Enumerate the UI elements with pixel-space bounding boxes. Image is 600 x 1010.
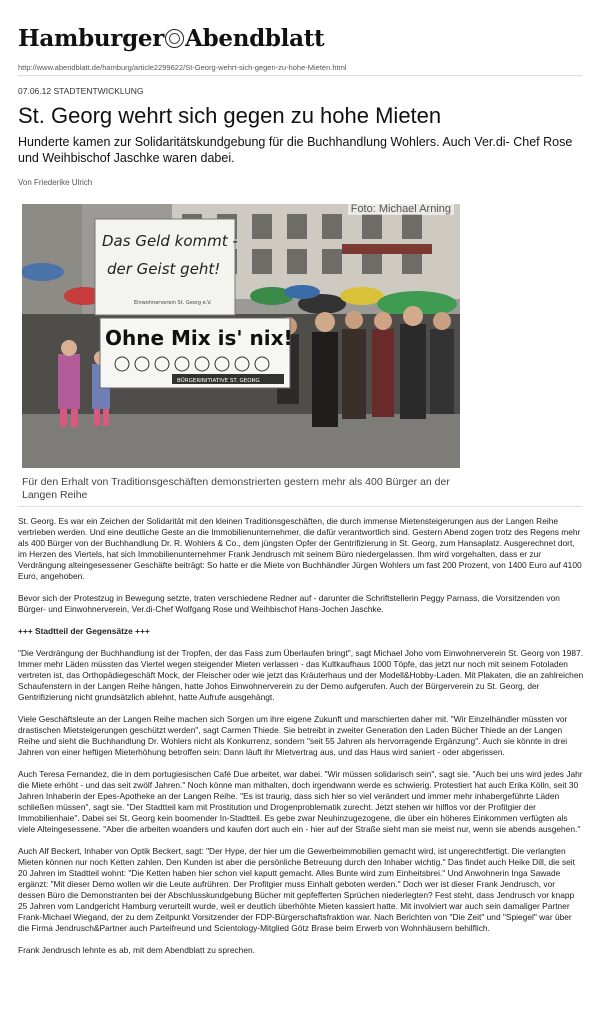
banner2-text: Ohne Mix is' nix! xyxy=(105,326,293,350)
author-byline: Von Friederike Ulrich xyxy=(18,178,93,187)
page-title: St. Georg wehrt sich gegen zu hohe Mieten xyxy=(18,103,442,128)
dateline: 07.06.12 STADTENTWICKLUNG xyxy=(18,86,144,96)
hamburg-seal-icon xyxy=(165,29,184,48)
caption-divider xyxy=(18,506,582,507)
body-paragraph: Auch Alf Beckert, Inhaber von Optik Beckert, sagt: "Der Hype, der hier um die Gewerbeimmobilien gemacht wird, ist ungerechtfertigt. Die verlangten Mieten können nur noch Ketten zahlen. Den Kunden ist aber die persönliche Betreuung durch den Inhaber wichtig." Das findet auch Heike Dill, die seit 20 Jahren im Stadtteil wohnt: "Die Ketten haben hier schon viel kaputt gemacht. Alles Bunte wird zum Einheitsbrei." Und Anwohnerin Inga Sawade ergänzt: "Mit dieser Demo wollen wir die Leute aufrühren. Der Profitgier muss Einhalt geboten werden." Doch wer ist dieser Frank Jendrusch, vor dessen Büro die Demonstranten bei der Abschlusskundgebung Bücher mit gepfefferten Sprüchen niederlegten? Fest steht, dass Jendrusch vor knapp 25 Jahren vom Landgericht Hamburg verurteilt wurde, weil er deutlich überhöhte Mieten kassiert hatte. Mit involviert war auch sein damaliger Partner Frank-Michael Wiegand, der zu dem Zeitpunkt Vorsitzender der FDP-Bürgerschaftsfraktion war. Nach Berichten von "Die Zeit" und "Spiegel" war über die Firma Jendrusch&Partner auch Parteifreund und Scientology-Mitglied Götz Brase beim Erwerb von Wohnhäusern behilflich. xyxy=(18,846,575,933)
banner1-small: Einwohnerverein St. Georg e.V. xyxy=(134,300,212,306)
subheading: +++ Stadtteil der Gegensätze +++ xyxy=(18,626,150,636)
demonstration-photo-illustration xyxy=(22,204,460,468)
body-paragraph: Frank Jendrusch lehnte es ab, mit dem Abendblatt zu sprechen. xyxy=(18,945,255,955)
body-paragraph: Viele Geschäftsleute an der Langen Reihe machen sich Sorgen um ihre eigene Zukunft und marschierten daher mit. "Wir Einzelhändler müssten vor drastischen Mietsteigerungen geschützt werden", sagt Carmen Thiede. Sie betreibt in zweiter Generation den Laden Bücher Thiede an der Langen Reihe und sieht die Buchhandlung Dr. Wohlers nicht als Konkurrenz, sondern "seit 55 Jahren als hervorragende Ergänzung". Auch sie könnte in drei Jahren von einer heftigen Mieterhöhung betroffen sein: Dann läuft ihr Mietvertrag aus, und das Haus wird saniert - oder abgerissen. xyxy=(18,714,568,757)
banner1-line1: Das Geld kommt - xyxy=(102,232,238,250)
banner2-small: BÜRGERINITIATIVE ST. GEORG xyxy=(177,378,260,384)
body-paragraph: Bevor sich der Protestzug in Bewegung setzte, traten verschiedene Redner auf - darunter die Schriftstellerin Peggy Parnass, die Vorsitzenden von Bürger- und Einwohnerverein, Ver.di-Chef Wolfgang Rose und Weihbischof Hans-Jochen Jaschke. xyxy=(18,593,560,614)
masthead-name-left: Hamburger xyxy=(18,25,165,52)
teaser: Hunderte kamen zur Solidaritätskundgebung für die Buchhandlung Wohlers. Auch Ver.di- Chef Rose und Weihbischof Jaschke waren dabei. xyxy=(18,135,573,165)
top-divider xyxy=(18,75,582,76)
masthead-logo[interactable] xyxy=(18,25,325,59)
masthead-name-right: Abendblatt xyxy=(185,25,325,52)
body-paragraph: St. Georg. Es war ein Zeichen der Solidarität mit den kleinen Traditionsgeschäften, die durch immense Mietensteigerungen aus der Langen Reihe vertrieben werden. Und eine deutliche Geste an die Immobilienunternehmer, die dafür verantwortlich sind. Gestern Abend zogen trotz des Regens mehr als 400 Bürger von der Buchhandlung Dr. R. Wohlers & Co., dem jüngsten Opfer der Gentrifizierung in St. Georg, zum Hansaplatz. Ausgerechnet dort, im Herzen des Viertels, hat sich Immobilienunternehmer Frank Jendrusch mit seinem Büro niedergelassen. Ihm wird vorgehalten, dass er zur Verdrängung alteingesessener Geschäfte beiträgt: So hatte er die Miete von Buchhändler Jürgen Wohlers um fast 200 Prozent, von 1400 Euro auf 4100 Euro, angehoben. xyxy=(18,516,582,581)
article-body xyxy=(18,516,584,967)
banner1-line2: der Geist geht! xyxy=(107,260,221,278)
body-paragraph: Auch Teresa Fernandez, die in dem portugiesischen Café Due arbeitet, war dabei. "Wir müssen solidarisch sein", sagt sie. "Auch bei uns wird jedes Jahr die Miete erhöht - und das seit zwölf Jahren." Noch könne man mithalten, doch irgendwann werde es schwierig. Protestiert hat auch Erika Kölln, seit 30 Jahren Inhaberin der Epes-Apotheke an der Langen Reihe. "Es ist traurig, dass sich hier so viel verändert und immer mehr inhabergeführte Läden schließen müssen", sagt sie. "Der Stadtteil kam mit Prostitution und Drogenproblematik zurecht. Jetzt stehen wir hilflos vor der Profitgier der Immobilienhaie". Dabei sei St. Georg kein boomender In-Stadtteil. Es gebe zwar Neuhinzugezogene, die über ein höheres Einkommen verfügten als viele Alteingesessene. "Aber die arbeiten woanders und kaufen dort auch ein - hier auf der Straße sieht man sie meist nur, wenn sie abends ausgehen." xyxy=(18,769,583,834)
photo-credit: Foto: Michael Arning xyxy=(348,204,454,215)
article-url[interactable]: http://www.abendblatt.de/hamburg/article2299622/St-Georg-wehrt-sich-gegen-zu-hohe-Mieten.html xyxy=(18,63,347,72)
body-paragraph: "Die Verdrängung der Buchhandlung ist der Tropfen, der das Fass zum Überlaufen bringt", sagt Michael Joho vom Einwohnerverein St. Georg von 1987. Immer mehr Läden müssten das Viertel wegen steigender Mieten verlassen - das Kultkaufhaus 1000 Töpfe, das jetzt nur noch mit seinem Fotoladen vertreten ist, das Orthopädiegeschäft Mock, der Fleischer oder wie jetzt das Kräuterhaus und der Modell&Hobby-Laden. Mit Plakaten, die an zahlreichen Schaufenstern in der Langen Reihe hängen, hatte Johos Einwohnerverein zu der Demo aufgerufen. Auch der Bürgerverein zu St. Georg, der Gentrifizierung nicht grundsätzlich ablehnt, hatte Aufrufe ausgehängt. xyxy=(18,648,584,702)
photo-caption: Für den Erhalt von Traditionsgeschäften demonstrierten gestern mehr als 400 Bürger an der Langen Reihe xyxy=(22,476,450,501)
article-photo xyxy=(22,204,460,468)
